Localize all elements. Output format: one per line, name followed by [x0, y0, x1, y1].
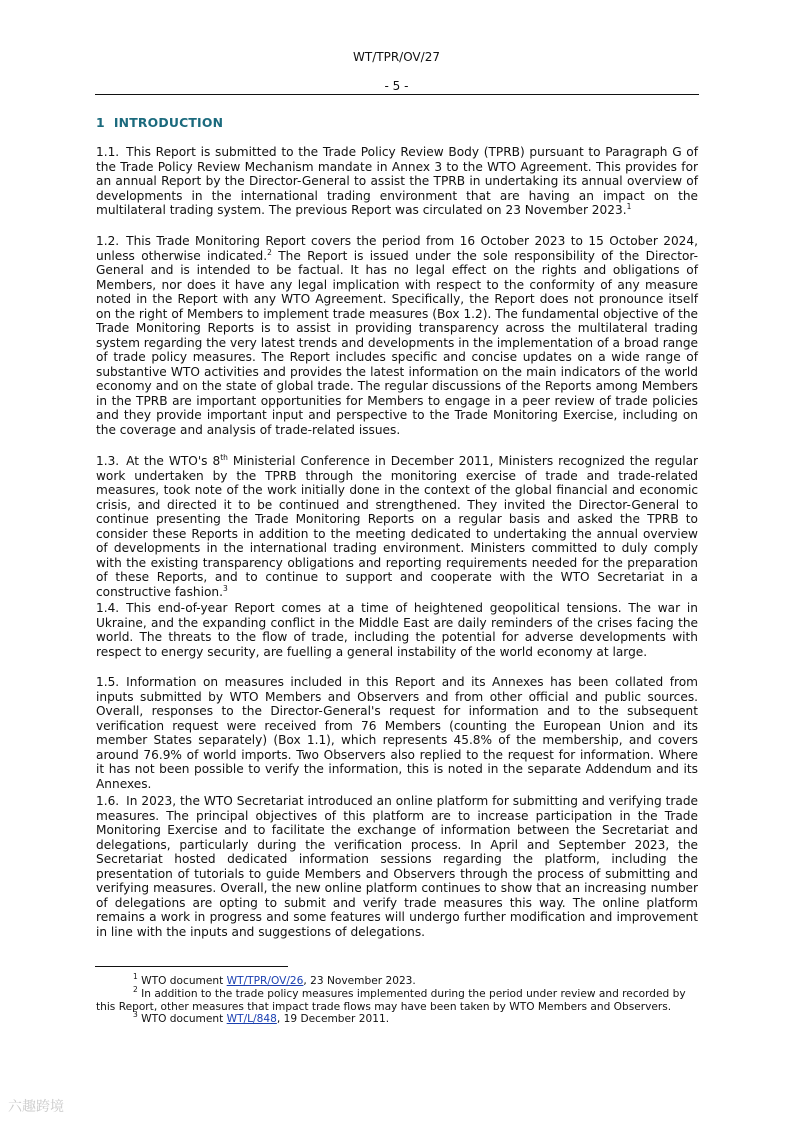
- paragraph-number: 1.2.: [96, 234, 120, 248]
- paragraph-text-cont: Ministerial Conference in December 2011, Ministers recognized the regular work undertaken by the TPRB through the monitoring exercise of trade and trade-related measures, took note of the work initially done in the context of the global financial and economic crisis, and directed it to be continued and strengthened. They invited the Director-General to continue presenting the Trade Monitoring Reports on a regular basis and asked the TPRB to consider these Reports in addition to the meeting dedicated to undertaking the annual overview of developments in the international trading environment. Ministers committed to duly comply with the existing transparency obligations and reporting requirements needed for the preparation of these Reports, and to continue to support and cooperate with the WTO Secretariat in a constructive fashion.: [96, 454, 699, 599]
- ordinal-suffix: th: [220, 453, 228, 462]
- paragraph-text: This Report is submitted to the Trade Policy Review Body (TPRB) pursuant to Paragraph G of the Trade Policy Review Mechanism mandate in Annex 3 to the WTO Agreement. This provides for an annual Report by the Director-General to assist the TPRB in undertaking its annual overview of developments in the international trading environment that are having an impact on the multilateral trading system. The previous Report was circulated on 23 November 2023.: [96, 145, 698, 217]
- paragraph-number: 1.6.: [96, 794, 120, 808]
- paragraph-text: In 2023, the WTO Secretariat introduced an online platform for submitting and verifying trade measures. The principal objectives of this platform are to increase participation in the Trade Monitoring Exercise and to facilitate the exchange of information between the Secretariat and delegations, particularly during the verification process. In April and September 2023, the Secretariat hosted dedicated information sessions regarding the platform, including the presentation of tutorials to guide Members and Observers through the process of submitting and verifying measures. Overall, the new online platform continues to show that an increasing number of delegations are opting to submit and verify trade measures this way. The online platform remains a work in progress and some features will undergo further modification and improvement in line with the inputs and suggestions of delegations.: [96, 794, 698, 939]
- paragraph-text: This Trade Monitoring Report covers the period from 16 October 2023 to 15 October 2024, unless otherwise indicated.: [96, 234, 698, 263]
- page-number: - 5 -: [384, 79, 409, 93]
- paragraph-text-cont: The Report is issued under the sole responsibility of the Director-General and is intended to be factual. It has no legal effect on the rights and obligations of Members, nor does it have any legal implication with respect to the conformity of any measure noted in the Report with any WTO Agreement. Specifically, the Report does not pronounce itself on the right of Members to implement trade measures (Box 1.2). The fundamental objective of the Trade Monitoring Reports is to assist in providing transparency across the multilateral trading system regarding the very latest trends and developments in the implementation of a broad range of trade policy measures. The Report includes specific and concise updates on a wide range of substantive WTO activities and provides the latest information on the main indicators of the world economy and on the state of global trade. The regular discussions of the Reports among Members in the TPRB are important opportunities for Members to engage in a peer review of trade policies and they provide important input and perspective to the Trade Monitoring Exercise, including on the coverage and analysis of trade-related issues.: [96, 248, 698, 437]
- section-title: INTRODUCTION: [113, 115, 224, 130]
- footnote-3: [96, 1010, 698, 1026]
- footnote-ref[interactable]: 3: [222, 583, 228, 593]
- paragraph-1-4: [96, 601, 698, 659]
- footnote-number: 3: [133, 1010, 138, 1019]
- footnote-ref[interactable]: 1: [626, 202, 632, 211]
- footnote-number: 2: [133, 985, 138, 994]
- header-rule: [95, 94, 699, 95]
- paragraph-text: At the WTO's 8: [126, 454, 221, 468]
- paragraph-number: 1.1.: [96, 145, 120, 159]
- paragraph-1-5: [96, 675, 698, 791]
- paragraph-number: 1.4.: [96, 601, 120, 615]
- section-heading: [96, 115, 223, 130]
- footnote-separator: [95, 966, 288, 967]
- footnote-text-cont: , 19 December 2011.: [276, 1013, 390, 1025]
- footnote-text: WTO document: [141, 975, 227, 987]
- footnote-text-cont: , 23 November 2023.: [303, 975, 416, 987]
- footnote-number: 1: [133, 972, 138, 981]
- footnote-2: [96, 985, 698, 1013]
- paragraph-1-2: [96, 234, 698, 437]
- paragraph-1-1: [96, 145, 698, 218]
- footnote-ref[interactable]: 2: [267, 247, 272, 257]
- paragraph-text: This end-of-year Report comes at a time of heightened geopolitical tensions. The war in Ukraine, and the expanding conflict in the Middle East are daily reminders of the crises facing the world. The threats to the flow of trade, including the potential for adverse developments with respect to energy security, are fuelling a general instability of the world economy at large.: [96, 601, 698, 659]
- footnote-text: WTO document: [141, 1013, 227, 1025]
- section-number: 1: [96, 115, 105, 130]
- footnote-link[interactable]: WT/L/848: [226, 1013, 277, 1025]
- document-symbol: WT/TPR/OV/27: [353, 50, 440, 64]
- footnote-1: [96, 972, 698, 988]
- paragraph-1-6: [96, 794, 698, 939]
- paragraph-1-3: [96, 454, 698, 599]
- paragraph-number: 1.5.: [96, 675, 120, 689]
- paragraph-text: Information on measures included in this Report and its Annexes has been collated from inputs submitted by WTO Members and Observers and from other official and public sources. Overall, responses to the Director-General's request for information and to the subsequent verification request were received from 76 Members (counting the European Union and its member States separately) (Box 1.1), which represents 45.8% of the membership, and covers around 76.9% of world imports. Two Observers also replied to the request for information. Where it has not been possible to verify the information, this is noted in the separate Addendum and its Annexes.: [96, 675, 698, 791]
- paragraph-number: 1.3.: [96, 454, 120, 468]
- footnote-text: In addition to the trade policy measures implemented during the period under review and recorded by this Report, other measures that impact trade flows may have been taken by WTO Members and Observers.: [96, 988, 686, 1013]
- watermark-logo: 六趣跨境: [8, 1099, 64, 1115]
- footnote-link[interactable]: WT/TPR/OV/26: [226, 975, 304, 987]
